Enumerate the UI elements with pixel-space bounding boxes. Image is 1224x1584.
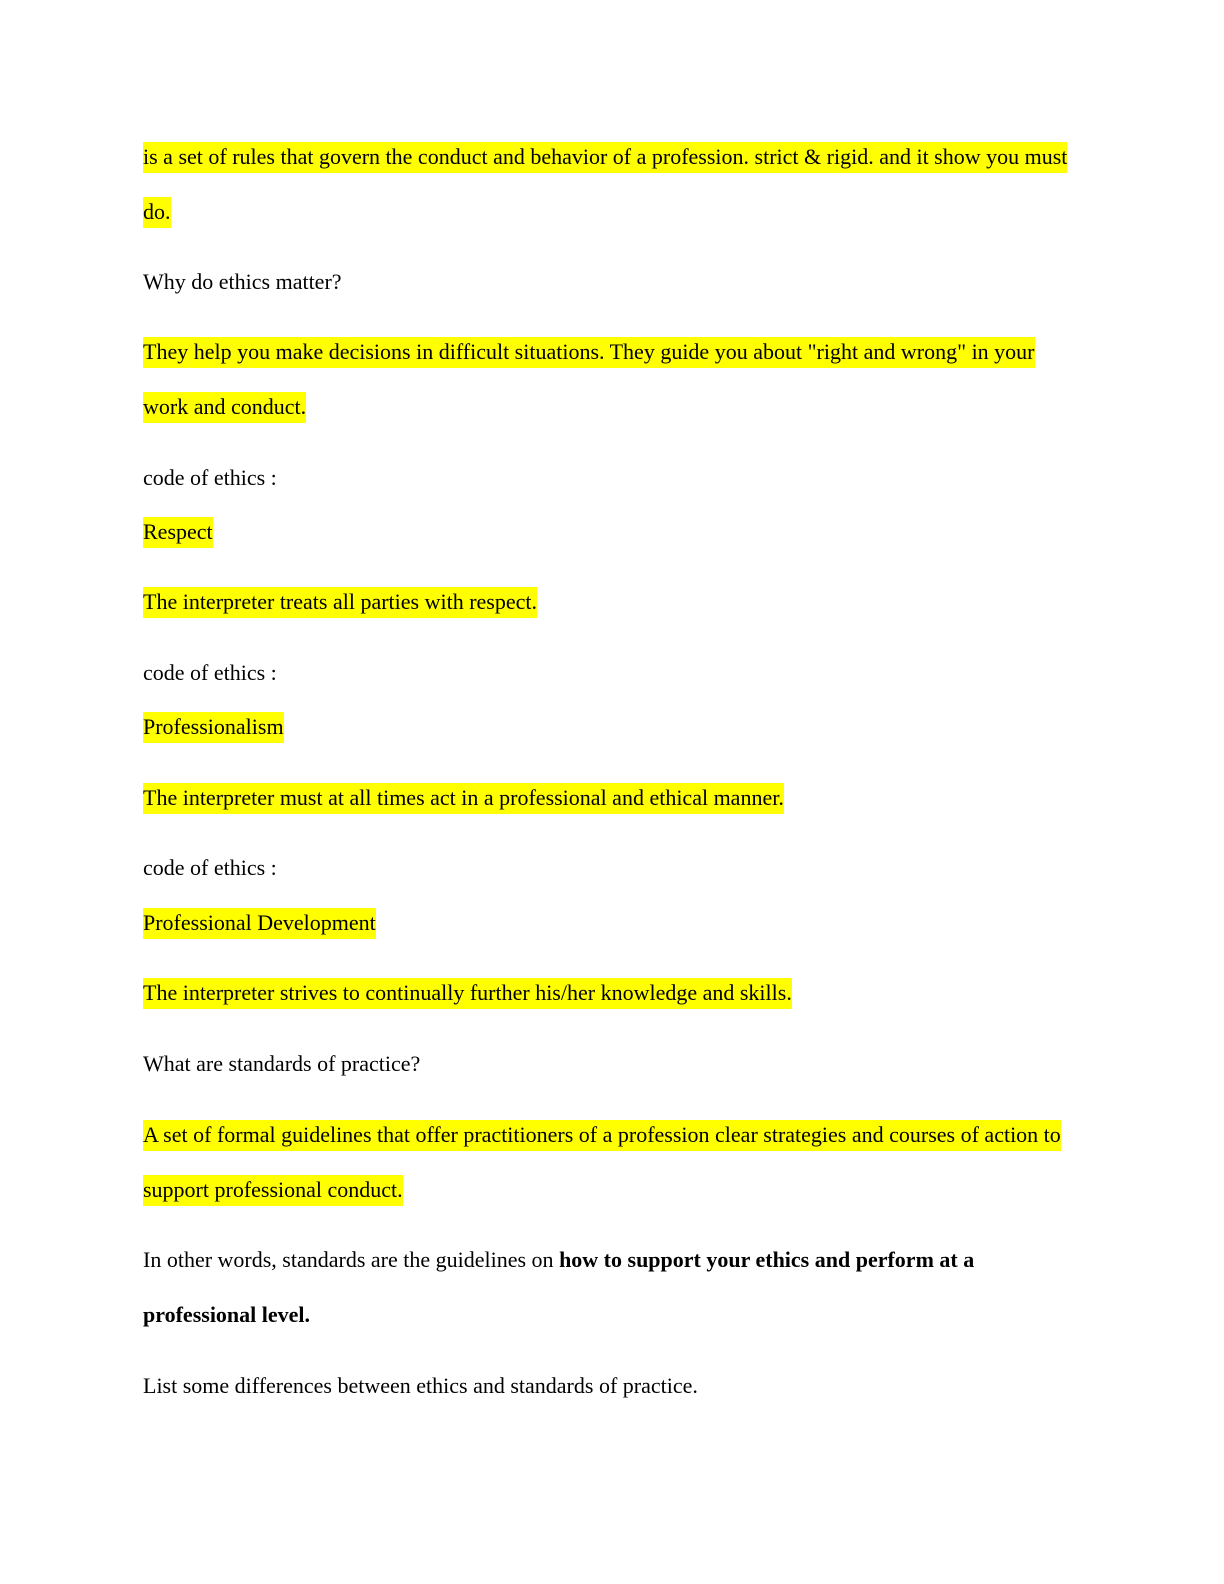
code-of-ethics-label-1: code of ethics :	[143, 465, 277, 490]
highlighted-text: The interpreter must at all times act in a professional and ethical manner.	[143, 783, 784, 814]
why-ethics-matter-answer	[143, 324, 1083, 434]
highlighted-text: Professionalism	[143, 712, 284, 743]
question-why-ethics-matter: Why do ethics matter?	[143, 269, 342, 294]
summary-bold-text: how to support your ethics and perform at a professional level.	[143, 1247, 975, 1327]
summary-plain-text: In other words, standards are the guidelines on	[143, 1247, 560, 1272]
ethics-definition-answer	[143, 129, 1083, 239]
code-of-ethics-label-2: code of ethics :	[143, 660, 277, 685]
professional-development-term	[143, 895, 1083, 950]
highlighted-text: A set of formal guidelines that offer practitioners of a profession clear strategies and courses of action to support professional conduct.	[143, 1120, 1061, 1206]
question-list-differences: List some differences between ethics and standards of practice.	[143, 1373, 698, 1398]
standards-of-practice-answer	[143, 1107, 1083, 1217]
highlighted-text: is a set of rules that govern the conduct and behavior of a profession. strict & rigid. and it show you must do.	[143, 142, 1067, 228]
question-standards-of-practice: What are standards of practice?	[143, 1051, 421, 1076]
respect-term	[143, 504, 1083, 559]
professional-development-definition	[143, 965, 1083, 1020]
highlighted-text: The interpreter strives to continually further his/her knowledge and skills.	[143, 978, 792, 1009]
highlighted-text: They help you make decisions in difficult situations. They guide you about "right and wrong" in your work and conduct.	[143, 337, 1035, 423]
professionalism-term	[143, 699, 1083, 754]
standards-summary	[143, 1232, 1083, 1342]
code-of-ethics-label-3: code of ethics :	[143, 855, 277, 880]
professionalism-definition	[143, 770, 1083, 825]
highlighted-text: Professional Development	[143, 908, 376, 939]
highlighted-text: Respect	[143, 517, 213, 548]
highlighted-text: The interpreter treats all parties with respect.	[143, 587, 537, 618]
respect-definition	[143, 574, 1083, 629]
